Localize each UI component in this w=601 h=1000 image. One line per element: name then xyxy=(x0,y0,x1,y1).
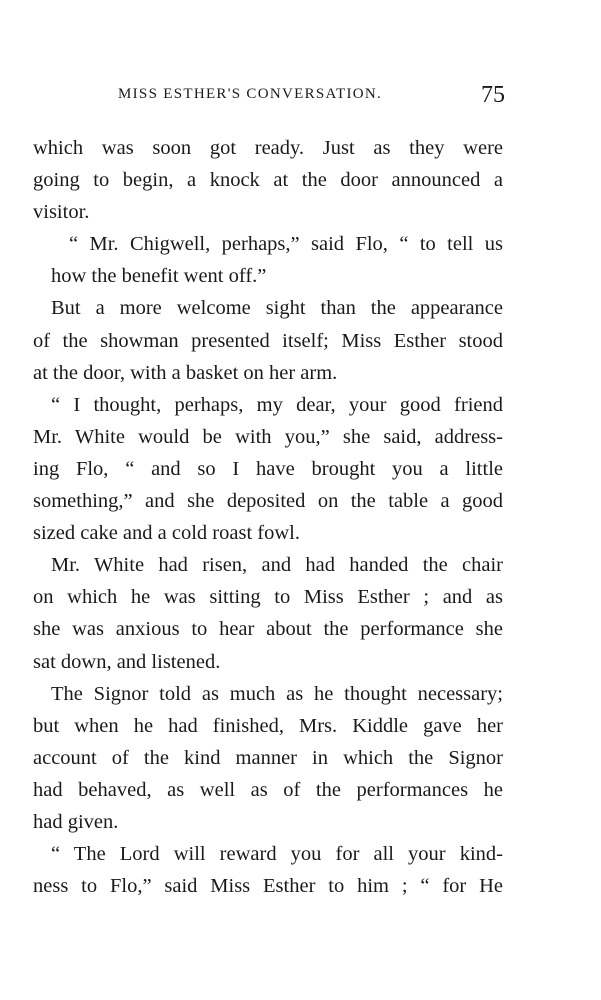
text-line: visitor. xyxy=(33,201,90,224)
text-line: she was anxious to hear about the performance she xyxy=(33,618,503,641)
paragraph xyxy=(33,228,503,292)
text-line: had behaved, as well as of the performances he xyxy=(33,778,503,801)
running-title: MISS ESTHER'S CONVERSATION. xyxy=(118,86,383,102)
text-line: “ I thought, perhaps, my dear, your good friend xyxy=(51,393,503,416)
text-line: ness to Flo,” said Miss Esther to him ; “ for He xyxy=(33,875,503,898)
text-line: how the benefit went off.” xyxy=(51,265,267,288)
text-line: ing Flo, “ and so I have brought you a little xyxy=(33,457,503,480)
text-line: sat down, and listened. xyxy=(33,650,221,673)
text-line: but when he had finished, Mrs. Kiddle gave her xyxy=(33,714,503,737)
paragraph xyxy=(33,838,503,902)
text-line: which was soon got ready. Just as they were xyxy=(33,137,503,159)
text-line: on which he was sitting to Miss Esther ; and as xyxy=(33,586,503,609)
text-line: “ The Lord will reward you for all your kind- xyxy=(51,843,503,866)
page-number: 75 xyxy=(481,82,505,108)
paragraph xyxy=(33,132,503,228)
running-head xyxy=(0,82,601,116)
text-line: sized cake and a cold roast fowl. xyxy=(33,522,300,545)
paragraph xyxy=(33,292,503,388)
paragraph xyxy=(33,389,503,549)
text-line: account of the kind manner in which the Signor xyxy=(33,746,503,769)
text-line: But a more welcome sight than the appearance xyxy=(51,297,503,320)
text-line: “ Mr. Chigwell, perhaps,” said Flo, “ to tell us xyxy=(69,233,503,256)
text-line: Mr. White had risen, and had handed the chair xyxy=(51,554,503,577)
text-line: going to begin, a knock at the door announced a xyxy=(33,169,503,192)
text-line: had given. xyxy=(33,810,119,833)
text-line: Mr. White would be with you,” she said, address- xyxy=(33,425,503,448)
body-text xyxy=(33,132,503,902)
paragraph xyxy=(33,678,503,838)
text-line: The Signor told as much as he thought necessary; xyxy=(51,682,503,705)
text-line: of the showman presented itself; Miss Esther stood xyxy=(33,329,503,352)
paragraph xyxy=(33,549,503,677)
text-line: at the door, with a basket on her arm. xyxy=(33,361,338,384)
text-line: something,” and she deposited on the table a good xyxy=(33,490,503,513)
